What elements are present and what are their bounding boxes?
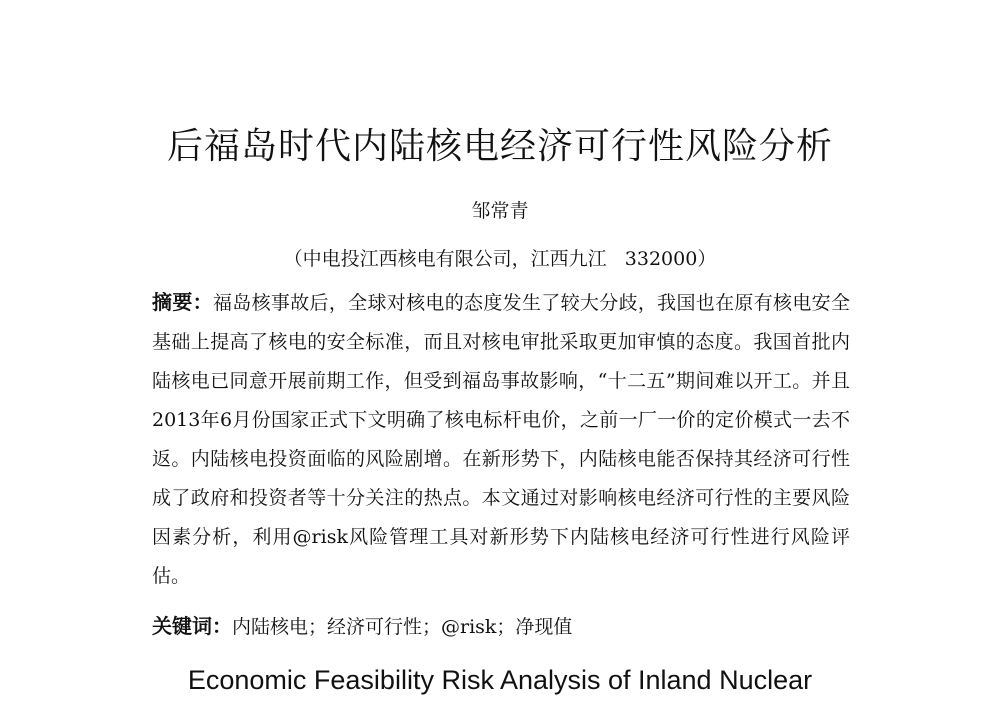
abstract-text: 福岛核事故后，全球对核电的态度发生了较大分歧，我国也在原有核电安全基础上提高了核电的安全标准，而且对核电审批采取更加审慎的态度。我国首批内陆核电已同意开展前期工作，但受到福岛事故影响，“十二五”期间难以开工。并且2013年6月份国家正式下文明确了核电标杆电价，之前一厂一价的定价模式一去不返。内陆核电投资面临的风险剧增。在新形势下，内陆核电能否保持其经济可行性成了政府和投资者等十分关注的热点。本文通过对影响核电经济可行性的主要风险因素分析，利用@risk风险管理工具对新形势下内陆核电经济可行性进行风险评估。 <box>152 292 850 587</box>
paper-title: 后福岛时代内陆核电经济可行性风险分析 <box>166 126 833 167</box>
author-name: 邹常青 <box>471 200 529 222</box>
author-affiliation: （中电投江西核电有限公司，江西九江 332000） <box>283 248 717 270</box>
abstract-section <box>152 283 850 596</box>
keywords-text: 内陆核电；经济可行性；@risk；净现值 <box>232 616 573 638</box>
keywords-section <box>152 609 850 644</box>
abstract-label: 摘要： <box>152 290 213 314</box>
english-title: Economic Feasibility Risk Analysis of Inland Nuclear <box>187 665 813 695</box>
keywords-label: 关键词： <box>152 614 232 638</box>
